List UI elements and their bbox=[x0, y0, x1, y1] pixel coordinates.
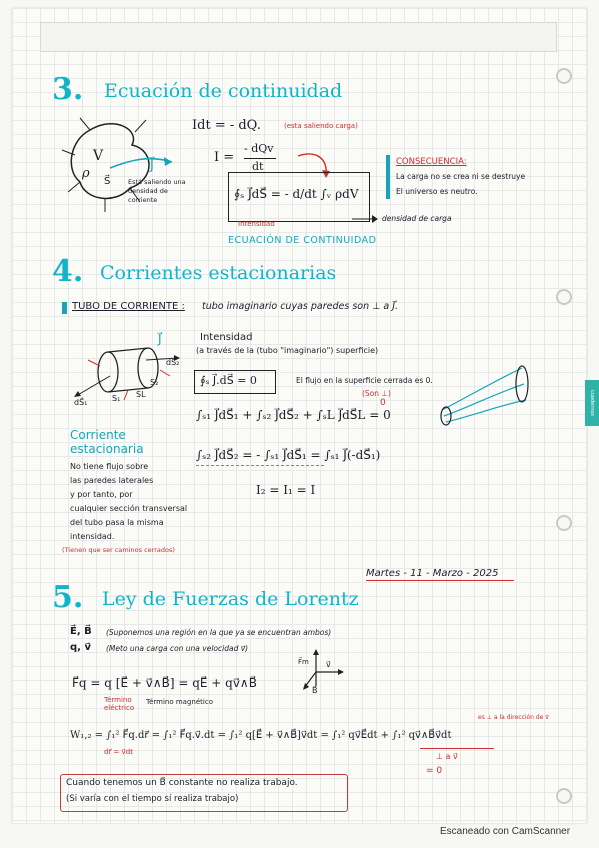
zero-mark: 0 bbox=[380, 398, 386, 408]
estacionaria-line: No tiene flujo sobre bbox=[70, 462, 149, 471]
intensidad-label: Intensidad bbox=[238, 220, 275, 228]
estacionaria-line: y por tanto, por bbox=[70, 490, 133, 499]
zero-result: = 0 bbox=[426, 766, 443, 776]
tube-label-SL: SL bbox=[136, 390, 146, 399]
date: Martes - 11 - Marzo - 2025 bbox=[366, 568, 499, 579]
tubo-definition: tubo imaginario cuyas paredes son ⊥ a J⃗. bbox=[202, 301, 399, 312]
line1-symbols: E⃗, B⃗ bbox=[70, 626, 92, 637]
density-arrow bbox=[350, 205, 380, 225]
binder-hole bbox=[556, 68, 572, 84]
eq-idt-note: (esta saliendo carga) bbox=[284, 122, 358, 130]
dr-note: dr⃗ = v⃗dt bbox=[104, 748, 133, 756]
perp-mark: ⊥ a v⃗ bbox=[436, 752, 458, 761]
section4-number: 4. bbox=[52, 254, 84, 289]
consecuencia-title: CONSECUENCIA: bbox=[396, 157, 467, 167]
consecuencia-line: El universo es neutro. bbox=[396, 187, 478, 196]
force-equation: F⃗q = q [E⃗ + v⃗∧B⃗] = qE⃗ + qv⃗∧B⃗ bbox=[72, 676, 257, 690]
fraction-bar bbox=[244, 158, 276, 159]
label-V: V bbox=[93, 148, 104, 164]
side-tab: cuadernos bbox=[585, 380, 599, 426]
diagram-note: Está saliendo una densidad de corriente bbox=[128, 178, 186, 204]
tube-label-S1: S₁ bbox=[112, 394, 121, 403]
estacionaria-line: intensidad. bbox=[70, 532, 115, 541]
intensidad-sub: (a través de la (tubo "imaginario") superficie) bbox=[196, 346, 379, 355]
line2-symbols: q, v⃗ bbox=[70, 642, 91, 653]
label-rho: ρ bbox=[82, 166, 90, 181]
work-equation: W₁,₂ = ∫₁² F⃗q.dr⃗ = ∫₁² F⃗q.v⃗.dt = ∫₁² q[E⃗ + v⃗∧B⃗]v⃗dt = ∫₁² qv⃗E⃗dt + ∫₁² qv⃗∧B⃗v⃗dt bbox=[70, 730, 452, 741]
line1-text: (Suponemos una región en la que ya se encuentran ambos) bbox=[106, 628, 332, 637]
tube-label-dS2: dS⃗₂ bbox=[166, 358, 180, 367]
section5-title: Ley de Fuerzas de Lorentz bbox=[102, 588, 359, 610]
consecuencia-bar bbox=[386, 155, 390, 199]
estacionaria-line: del tubo pasa la misma bbox=[70, 518, 164, 527]
section3-number: 3. bbox=[52, 72, 84, 107]
estacionaria-note: (Tienen que ser caminos cerrados) bbox=[62, 546, 175, 554]
axis-diagram bbox=[296, 646, 346, 696]
eq-idt: Idt = - dQ. bbox=[192, 118, 261, 133]
eq-I-num: - dQv bbox=[244, 142, 274, 155]
continuity-name: ECUACIÓN DE CONTINUIDAD bbox=[228, 235, 377, 246]
scanner-watermark: Escaneado con CamScanner bbox=[440, 826, 571, 837]
s2-equation: ∫ₛ₂ J⃗dS⃗₂ = - ∫ₛ₁ J⃗dS⃗₁ = ∫ₛ₁ J⃗(-dS⃗₁) bbox=[196, 448, 381, 462]
binder-hole bbox=[556, 289, 572, 305]
conclusion-line: (Si varía con el tiempo sí realiza trabajo) bbox=[66, 794, 239, 804]
label-S: S⃗ bbox=[104, 176, 111, 187]
currents-equation: I₂ = I₁ = I bbox=[256, 483, 316, 497]
binder-hole bbox=[556, 515, 572, 531]
perp-note: es ⊥ a la dirección de v⃗ bbox=[478, 714, 549, 721]
tube-label-dS1: dS⃗₁ bbox=[74, 398, 88, 407]
axis-label-B: B⃗ bbox=[312, 686, 318, 695]
binder-hole bbox=[556, 788, 572, 804]
date-underline bbox=[366, 580, 514, 581]
estacionaria-text bbox=[70, 460, 200, 544]
section3-title: Ecuación de continuidad bbox=[104, 80, 343, 102]
perp-underline bbox=[420, 748, 494, 749]
flux-note-perp: (Son ⊥) bbox=[362, 389, 391, 398]
estacionaria-line: las paredes laterales bbox=[70, 476, 154, 485]
s2-underline bbox=[196, 465, 324, 466]
tubo-title: TUBO DE CORRIENTE : bbox=[72, 301, 185, 312]
flux-equation: ∮ₛ J⃗.dS⃗ = 0 bbox=[200, 374, 257, 387]
eq-I-den: dt bbox=[252, 160, 264, 173]
flux-tube-diagram bbox=[432, 360, 532, 430]
estacionaria-title-1: Corriente bbox=[70, 428, 126, 442]
label-J: J⃗ bbox=[150, 158, 154, 173]
term-magnetic: Término magnético bbox=[146, 698, 213, 706]
line2-text: (Meto una carga con una velocidad v⃗) bbox=[106, 644, 249, 653]
estacionaria-title-2: estacionaria bbox=[70, 442, 144, 456]
tubo-marker bbox=[62, 302, 67, 314]
flux-note: El flujo en la superficie cerrada es 0. bbox=[296, 376, 433, 385]
tube-label-J: J⃗ bbox=[158, 332, 162, 346]
eq-I-lhs: I = bbox=[214, 150, 235, 165]
tube-label-S2: S₂ bbox=[150, 378, 159, 387]
conclusion-line: Cuando tenemos un B⃗ constante no realiza trabajo. bbox=[66, 778, 298, 788]
section4-title: Corrientes estacionarias bbox=[100, 262, 337, 284]
estacionaria-line: cualquier sección transversal bbox=[70, 504, 188, 513]
section5-number: 5. bbox=[52, 580, 84, 615]
term-electric: Término eléctrico bbox=[104, 696, 135, 712]
flux-sum-equation: ∫ₛ₁ J⃗dS⃗₁ + ∫ₛ₂ J⃗dS⃗₂ + ∫ₛL J⃗dS⃗L = 0 bbox=[196, 408, 391, 422]
axis-label-v: v⃗ bbox=[326, 660, 331, 669]
header-box bbox=[40, 22, 557, 52]
consecuencia-line: La carga no se crea ni se destruye bbox=[396, 172, 526, 181]
continuity-eq: ∮ₛ J⃗dS⃗ = - d/dt ∫ᵥ ρdV bbox=[234, 187, 359, 201]
intensidad-title: Intensidad bbox=[200, 332, 253, 343]
densidad-label: densidad de carga bbox=[382, 214, 452, 223]
axis-label-Fm: F⃗m bbox=[298, 658, 309, 666]
